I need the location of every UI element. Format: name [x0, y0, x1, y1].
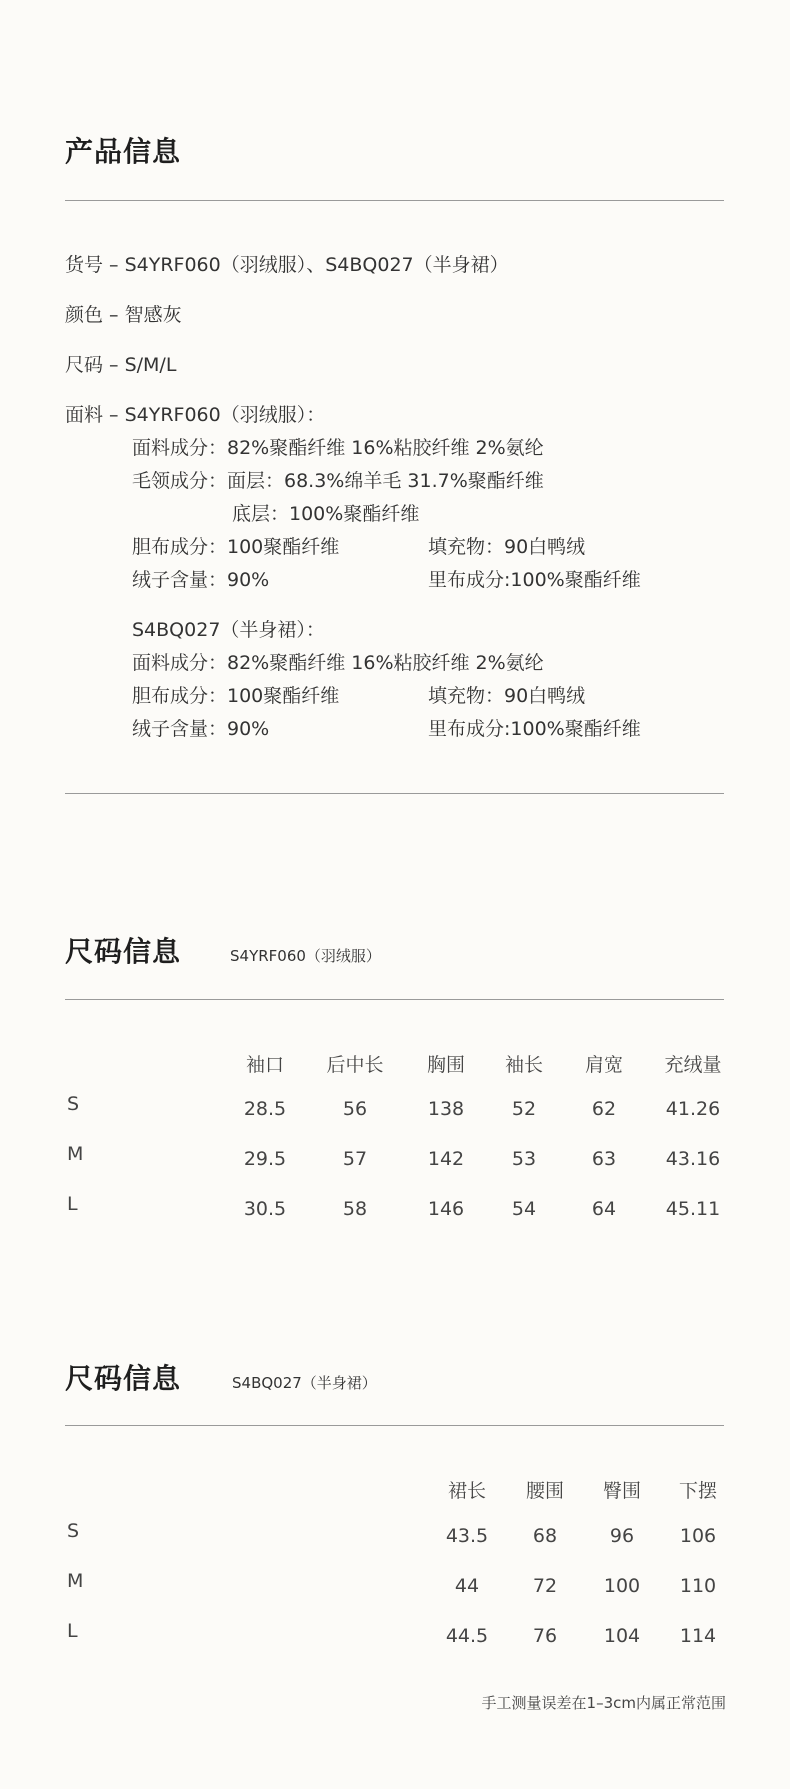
size-info-title-skirt: 尺码信息	[65, 1362, 182, 1395]
table-cell: 53	[511, 1148, 537, 1170]
table-cell: 142	[427, 1148, 465, 1170]
column-header: 臀围	[602, 1480, 642, 1502]
size-info-title-jacket: 尺码信息	[65, 935, 182, 968]
table-cell: 64	[591, 1198, 617, 1220]
skirt-filling: 填充物：90白鸭绒	[428, 685, 586, 707]
jacket-filling: 填充物：90白鸭绒	[428, 536, 586, 558]
size-info-subtitle-jacket: S4YRF060（羽绒服）	[230, 947, 381, 965]
column-header: 肩宽	[584, 1054, 624, 1076]
table-cell: 29.5	[243, 1148, 287, 1170]
size-label: M	[67, 1570, 84, 1592]
table-cell: 28.5	[243, 1098, 287, 1120]
column-header: 后中长	[326, 1054, 384, 1076]
table-cell: 72	[532, 1575, 558, 1597]
table-cell: 100	[603, 1575, 641, 1597]
table-cell: 62	[591, 1098, 617, 1120]
table-cell: 43.16	[665, 1148, 721, 1170]
divider	[65, 999, 724, 1000]
table-cell: 76	[532, 1625, 558, 1647]
table-cell: 30.5	[243, 1198, 287, 1220]
table-cell: 41.26	[665, 1098, 721, 1120]
skirt-inner-lining: 里布成分:100%聚酯纤维	[428, 718, 641, 740]
color-line: 颜色 – 智感灰	[65, 304, 182, 326]
measurement-note: 手工测量误差在1–3cm内属正常范围	[481, 1694, 726, 1712]
table-cell: 96	[609, 1525, 635, 1547]
column-header: 腰围	[525, 1480, 565, 1502]
product-info-title: 产品信息	[65, 135, 182, 168]
sku-line: 货号 – S4YRF060（羽绒服）、S4BQ027（半身裙）	[65, 254, 509, 276]
jacket-collar: 毛领成分：面层：68.3%绵羊毛 31.7%聚酯纤维	[132, 470, 544, 492]
fabric-heading: 面料 – S4YRF060（羽绒服）：	[65, 404, 326, 426]
column-header: 胸围	[426, 1054, 466, 1076]
table-cell: 110	[679, 1575, 717, 1597]
divider	[65, 793, 724, 794]
table-cell: 43.5	[445, 1525, 489, 1547]
size-label: L	[67, 1193, 78, 1215]
column-header: 袖口	[245, 1054, 285, 1076]
size-line: 尺码 – S/M/L	[65, 354, 177, 376]
table-cell: 44	[454, 1575, 480, 1597]
jacket-collar-base: 底层：100%聚酯纤维	[232, 503, 420, 525]
table-cell: 68	[532, 1525, 558, 1547]
table-cell: 138	[427, 1098, 465, 1120]
column-header: 裙长	[447, 1480, 487, 1502]
table-cell: 104	[603, 1625, 641, 1647]
table-cell: 58	[342, 1198, 368, 1220]
table-cell: 114	[679, 1625, 717, 1647]
table-cell: 54	[511, 1198, 537, 1220]
size-label: S	[67, 1520, 80, 1542]
size-label: S	[67, 1093, 80, 1115]
size-label: M	[67, 1143, 84, 1165]
size-info-subtitle-skirt: S4BQ027（半身裙）	[232, 1374, 377, 1392]
jacket-lining-cloth: 胆布成分：100聚酯纤维	[132, 536, 340, 558]
divider	[65, 200, 724, 201]
table-cell: 57	[342, 1148, 368, 1170]
jacket-fabric: 面料成分：82%聚酯纤维 16%粘胶纤维 2%氨纶	[132, 437, 544, 459]
table-cell: 52	[511, 1098, 537, 1120]
table-cell: 56	[342, 1098, 368, 1120]
table-cell: 44.5	[445, 1625, 489, 1647]
column-header: 袖长	[504, 1054, 544, 1076]
jacket-down-content: 绒子含量：90%	[132, 569, 270, 591]
skirt-down-content: 绒子含量：90%	[132, 718, 270, 740]
column-header: 充绒量	[664, 1054, 722, 1076]
skirt-lining-cloth: 胆布成分：100聚酯纤维	[132, 685, 340, 707]
table-cell: 45.11	[665, 1198, 721, 1220]
skirt-fabric: 面料成分：82%聚酯纤维 16%粘胶纤维 2%氨纶	[132, 652, 544, 674]
column-header: 下摆	[678, 1480, 718, 1502]
size-label: L	[67, 1620, 78, 1642]
jacket-inner-lining: 里布成分:100%聚酯纤维	[428, 569, 641, 591]
skirt-heading: S4BQ027（半身裙）：	[132, 619, 325, 641]
divider	[65, 1425, 724, 1426]
table-cell: 106	[679, 1525, 717, 1547]
table-cell: 63	[591, 1148, 617, 1170]
table-cell: 146	[427, 1198, 465, 1220]
